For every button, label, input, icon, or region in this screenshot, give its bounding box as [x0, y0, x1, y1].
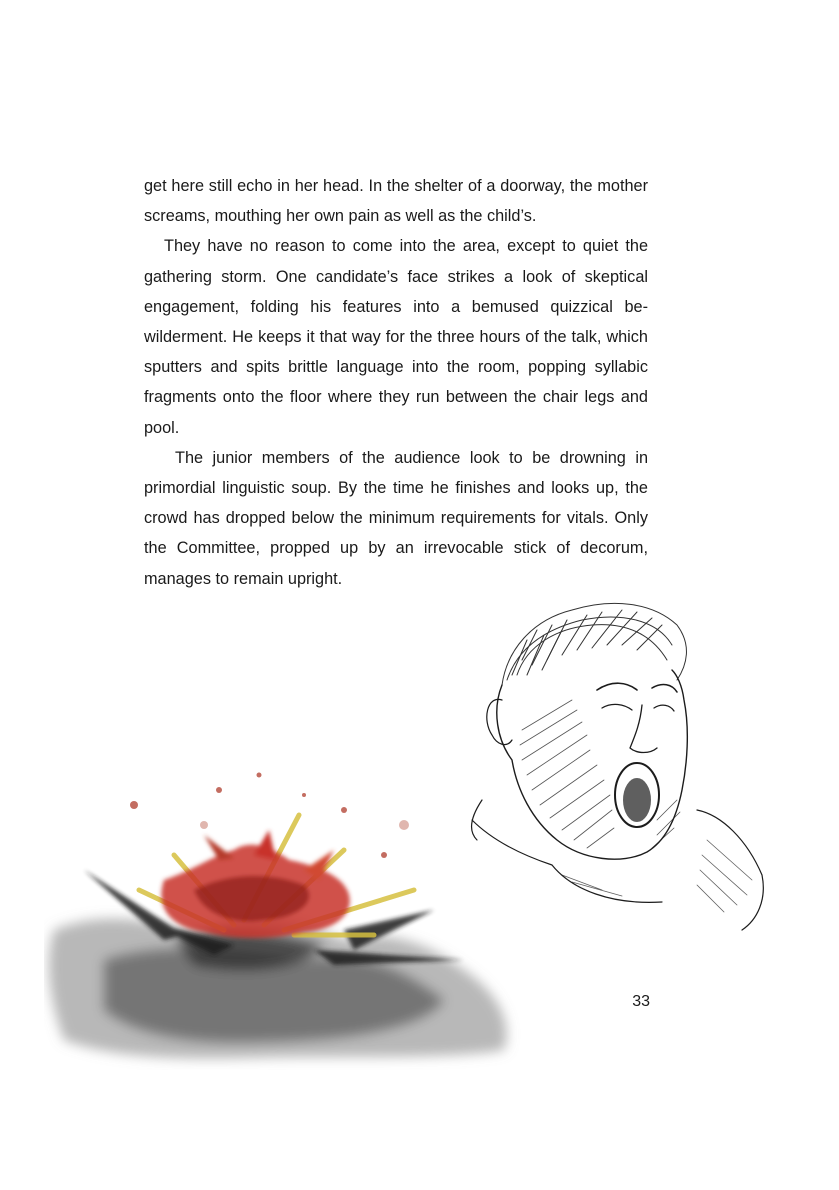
screaming-man-sketch	[462, 590, 772, 935]
right-eye	[654, 705, 674, 711]
paragraph-3: The junior members of the audience look to be drowning in primordial linguistic soup. By the time he finishes and looks up, the crowd has dropped below the minimum requirements for vitals. Only the Committee, propped up by an irrevocable stick of decorum, manages to remain upright.	[144, 448, 648, 588]
ear	[487, 699, 512, 744]
hair-hatching	[502, 603, 686, 685]
shoulder-hatching	[562, 840, 752, 912]
red-burst	[161, 830, 349, 938]
shoulders	[472, 800, 764, 930]
nose	[630, 705, 657, 753]
body-text	[144, 171, 648, 594]
page-number: 33	[632, 993, 650, 1010]
head-outline	[497, 670, 688, 859]
face-hatching	[520, 700, 680, 848]
ink-wash	[49, 919, 507, 1059]
paragraph-1: get here still echo in her head. In the shelter of a doorway, the mother screams, mouthing her own pain as well as the child’s.	[144, 177, 648, 226]
left-eye	[602, 704, 632, 710]
left-brow	[597, 683, 637, 690]
right-brow	[652, 685, 677, 692]
paragraph-2: They have no reason to come into the area, except to quiet the gathering storm. One candidate’s face strikes a look of skeptical engagement, folding his features into a bemused quizzical bewilderment. He keeps it that way for the three hours of the talk, which sputters and spits brittle language into the room, popping syllabic fragments onto the floor where they run between the chair legs and pool.	[144, 237, 648, 437]
